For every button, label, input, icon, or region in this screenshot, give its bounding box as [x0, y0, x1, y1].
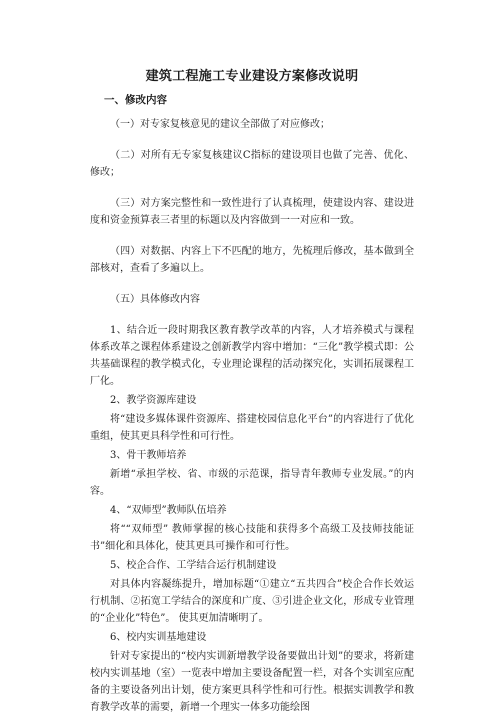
paragraph-item-3: （三）对方案完整性和一致性进行了认真梳理，使建设内容、建设进度和资金预算表三者里的标题以及内容做到一一对应和一致。	[90, 198, 414, 226]
paragraph-detail-3-heading: 3、骨干教师培养	[110, 450, 187, 461]
paragraph-detail-2-body: 将“建设多媒体课件资源库、搭建校园信息化平台”的内容进行了优化重组，使其更具科学性和可行性。	[90, 414, 414, 442]
paragraph-detail-2-heading: 2、教学资源库建设	[110, 395, 197, 406]
paragraph-detail-1: 1、结合近一段时期我区教育教学改革的内容，人才培养模式与课程体系改革之课程体系建设之创新教学内容中增加：“三化”教学模式即：公共基础课程的教学模式化，专业理论课程的活动探究化，实训拓展课程工厂化。	[90, 325, 414, 387]
section-heading: 一、修改内容	[104, 94, 167, 106]
paragraph-item-2: （二）对所有无专家复核建议C指标的建设项目也做了完善、优化、修改；	[90, 150, 414, 178]
paragraph-item-5: （五）具体修改内容	[110, 294, 200, 305]
paragraph-detail-5-heading: 5、校企合作、工学结合运行机制建设	[110, 560, 277, 571]
paragraph-detail-3-body: 新增“承担学校、省、市级的示范课，指导青年教师专业发展。”的内容。	[90, 469, 414, 497]
document-title: 建筑工程施工专业建设方案修改说明	[145, 69, 359, 84]
paragraph-detail-4-body: 将““双师型” 教师掌握的核心技能和获得多个高级工及技师技能证书”细化和具体化，使其更具可操作和可行性。	[90, 524, 414, 552]
paragraph-detail-5-body: 对具体内容凝练提升，增加标题“①建立“五共四合”校企合作长效运行机制、②拓宽工学结合的深度和广度、③引进企业文化，形成专业管理的“企业化”特色”。 使其更加清晰明了。	[90, 579, 414, 624]
paragraph-item-4: （四）对数据、内容上下不匹配的地方，先梳理后修改，基本做到全部核对，查看了多遍以上。	[90, 246, 414, 274]
paragraph-detail-4-heading: 4、“双师型”教师队伍培养	[110, 505, 227, 516]
paragraph-detail-6-body: 针对专家提出的“校内实训新增教学设备要做出计划”的要求，将新建校内实训基地（室）一览表中增加主要设备配置一栏，对各个实训室应配备的主要设备列出计划，使方案更具科学性和可行性。根据实训教学和教育教学改革的需要，新增一个理实一体多功能绘图	[90, 651, 414, 713]
paragraph-detail-6-heading: 6、校内实训基地建设	[110, 632, 207, 643]
paragraph-item-1: （一）对专家复核意见的建议全部做了对应修改；	[110, 119, 330, 130]
